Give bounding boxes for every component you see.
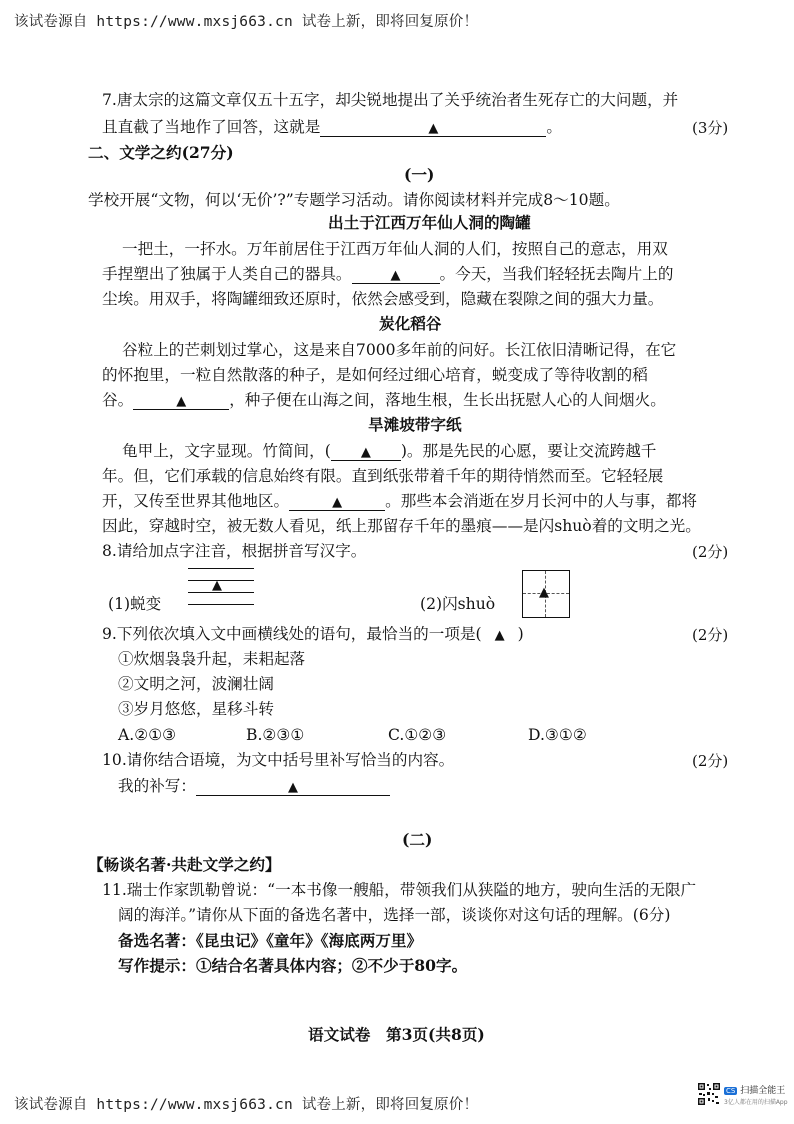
q9-answer-slot[interactable] — [482, 624, 518, 646]
material1-p1: 一把土，一抔水。万年前居住于江西万年仙人洞的人们，按照自己的意志，用双 — [122, 240, 668, 258]
q9-stem-a: 9.下列依次填入文中画横线处的语句，最恰当的一项是( — [102, 625, 482, 643]
material3-p3 — [102, 491, 697, 511]
answer-marker: ▲ — [428, 121, 439, 136]
q9-option-b[interactable]: B.②③① — [246, 726, 305, 744]
qr-code-icon — [697, 1082, 721, 1106]
answer-marker: ▲ — [287, 780, 298, 795]
pinyin-four-line-grid[interactable] — [188, 568, 254, 604]
q11-line2: 阔的海洋。”请你从下面的备选名著中，选择一部，谈谈你对这句话的理解。(6分) — [118, 906, 671, 924]
part2-title: (二) — [402, 830, 433, 849]
q8-score: (2分) — [692, 543, 729, 561]
material2-p2: 的怀抱里，一粒自然散落的种子，是如何经过细心培育，蜕变成了等待收割的稻 — [102, 366, 648, 384]
answer-marker: ▲ — [360, 445, 371, 460]
q9-sentence3: ③岁月悠悠，星移斗转 — [118, 700, 274, 718]
watermark-top: 该试卷源自 https://www.mxsj663.cn 试卷上新，即将回复原价！ — [14, 14, 479, 30]
answer-marker: ▲ — [176, 394, 187, 409]
part2-heading: 【畅谈名著·共赴文学之约】 — [88, 855, 281, 874]
material2-p1: 谷粒上的芒刺划过掌心，这是来自7000多年前的问好。长江依旧清晰记得，在它 — [122, 341, 677, 359]
answer-marker: ▲ — [539, 585, 549, 600]
q9-stem — [102, 624, 524, 646]
part1-title: (一) — [404, 165, 435, 184]
q8-item1: (1)蜕变 — [108, 595, 162, 613]
q11-tips: 写作提示：①结合名著具体内容；②不少于80字。 — [118, 956, 468, 975]
material2-p3a: 谷。 — [102, 391, 134, 409]
scanner-name: 扫描全能王 — [740, 1086, 786, 1096]
q8-stem: 8.请给加点字注音，根据拼音写汉字。 — [102, 542, 367, 560]
part1-intro: 学校开展“文物，何以‘无价’?”专题学习活动。请你阅读材料并完成8～10题。 — [88, 191, 620, 209]
section2-title: 二、文学之约(27分) — [88, 143, 234, 162]
q9-option-a[interactable]: A.②①③ — [118, 726, 177, 744]
material3-p1a: 龟甲上，文字显现。竹简间，( — [122, 442, 331, 460]
material1-title: 出土于江西万年仙人洞的陶罐 — [328, 213, 531, 232]
q9-sentence1: ①炊烟袅袅升起，耒耜起落 — [118, 650, 306, 668]
q9-option-d[interactable]: D.③①② — [528, 726, 587, 744]
material1-p2b: 。今天，当我们轻轻抚去陶片上的 — [439, 265, 674, 283]
q7-line1: 7.唐太宗的这篇文章仅五十五字，却尖锐地提出了关乎统治者生死存亡的大问题，并 — [102, 91, 679, 109]
q9-score: (2分) — [692, 626, 729, 644]
scanner-subtitle: 3亿人都在用的扫描App — [724, 1099, 788, 1106]
material3-p2: 年。但，它们承载的信息始终有限。直到纸张带着千年的期待悄然而至。它轻轻展 — [102, 467, 664, 485]
material2-title: 炭化稻谷 — [379, 314, 442, 333]
q7-line2 — [102, 117, 562, 137]
q7-line2-prefix: 且直截了当地作了回答，这就是 — [102, 118, 321, 136]
answer-marker: ▲ — [494, 628, 505, 643]
material3-p1b: )。那是先民的心愿，要让交流跨越千 — [400, 442, 657, 460]
q10-score: (2分) — [692, 752, 729, 770]
q7-score: (3分) — [692, 119, 729, 137]
material3-p3b: 。那些本会消逝在岁月长河中的人与事，都将 — [385, 492, 698, 510]
q10-answer-blank[interactable] — [196, 777, 390, 796]
q7-answer-blank[interactable] — [320, 118, 546, 137]
q9-sentence2: ②文明之河，波澜壮阔 — [118, 675, 274, 693]
answer-marker: ▲ — [390, 268, 401, 283]
page-footer: 语文试卷 第3页(共8页) — [308, 1025, 485, 1044]
q8-item2: (2)闪shuò — [420, 595, 496, 613]
blank-2[interactable] — [133, 391, 229, 410]
material1-p2a: 手捏塑出了独属于人类自己的器具。 — [102, 265, 352, 283]
answer-marker: ▲ — [212, 578, 222, 593]
material1-p2 — [102, 264, 673, 284]
scanner-logo-icon: CS — [726, 1087, 736, 1095]
material2-p3b: ，种子便在山海之间，落地生根，生长出抚慰人心的人间烟火。 — [229, 391, 666, 409]
material3-p4: 因此，穿越时空，被无数人看见，纸上那留存千年的墨痕——是闪shuò着的文明之光。 — [102, 517, 701, 535]
q9-option-c[interactable]: C.①②③ — [388, 726, 447, 744]
material3-p1 — [122, 441, 656, 461]
q11-books: 备选名著：《昆虫记》《童年》《海底两万里》 — [118, 931, 423, 950]
q10-answer-line — [118, 776, 390, 796]
material3-title: 旱滩坡带字纸 — [368, 415, 462, 434]
q11-line1: 11.瑞士作家凯勒曾说：“一本书像一艘船，带领我们从狭隘的地方，驶向生活的无限广 — [102, 881, 697, 899]
blank-1[interactable] — [352, 265, 440, 284]
answer-marker: ▲ — [332, 495, 343, 510]
watermark-bottom: 该试卷源自 https://www.mxsj663.cn 试卷上新，即将回复原价！ — [14, 1097, 479, 1113]
q10-answer-label: 我的补写： — [118, 777, 196, 795]
blank-bracket[interactable] — [331, 442, 401, 461]
q9-stem-b: ) — [517, 625, 524, 643]
blank-3[interactable] — [289, 492, 385, 511]
scanner-brand — [724, 1083, 788, 1106]
material1-p3: 尘埃。用双手，将陶罐细致还原时，依然会感受到，隐藏在裂隙之间的强大力量。 — [102, 290, 664, 308]
material3-p3a: 开，又传至世界其他地区。 — [102, 492, 290, 510]
character-box[interactable] — [522, 570, 570, 618]
q7-line2-suffix: 。 — [546, 118, 562, 136]
q10-stem: 10.请你结合语境，为文中括号里补写恰当的内容。 — [102, 751, 455, 769]
material2-p3 — [102, 390, 666, 410]
